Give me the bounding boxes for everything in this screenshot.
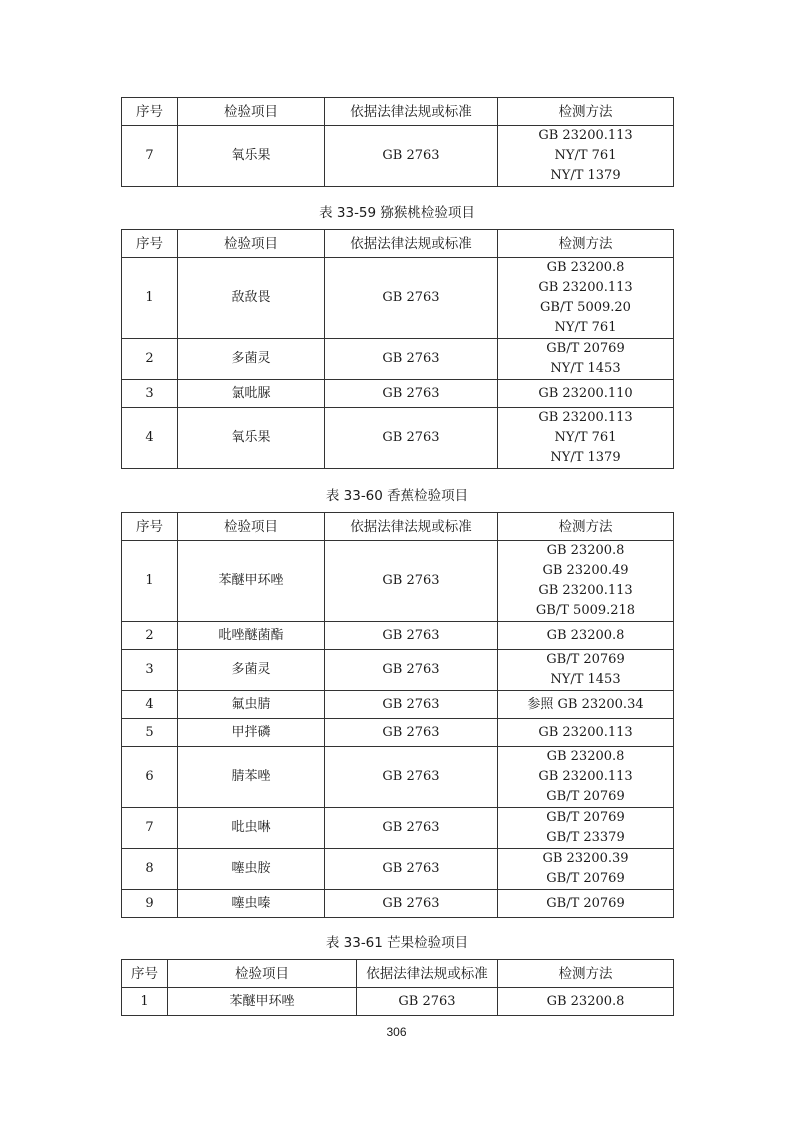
cell-methods — [498, 622, 674, 650]
cell-no: 6 — [122, 747, 178, 808]
header-row — [122, 230, 674, 258]
header-item: 检验项目 — [168, 960, 357, 988]
header-no: 序号 — [122, 960, 168, 988]
header-row — [122, 513, 674, 541]
header-item: 检验项目 — [178, 230, 325, 258]
cell-item: 腈苯唑 — [178, 747, 325, 808]
cell-item: 氧乐果 — [178, 408, 325, 469]
header-method: 检测方法 — [498, 960, 674, 988]
cell-item: 多菌灵 — [178, 339, 325, 380]
table-mango — [121, 959, 674, 1016]
method-line: GB 23200.8 — [546, 260, 625, 275]
cell-no: 4 — [122, 691, 178, 719]
cell-methods — [498, 747, 674, 808]
cell-standard: GB 2763 — [325, 126, 498, 187]
table-caption-kiwi: 表 33-59 猕猴桃检验项目 — [319, 205, 475, 221]
table-row — [122, 719, 674, 747]
method-line: NY/T 1379 — [550, 168, 621, 183]
cell-no: 4 — [122, 408, 178, 469]
cell-standard: GB 2763 — [325, 541, 498, 622]
header-method: 检测方法 — [498, 230, 674, 258]
cell-no: 1 — [122, 258, 178, 339]
table-row — [122, 541, 674, 622]
method-line: GB/T 20769 — [546, 810, 625, 825]
method-line: GB 23200.113 — [538, 724, 633, 740]
cell-methods — [498, 988, 674, 1016]
method-line: GB 23200.113 — [538, 128, 633, 143]
cell-standard: GB 2763 — [325, 747, 498, 808]
method-line: GB/T 5009.218 — [535, 603, 636, 618]
cell-methods — [498, 408, 674, 469]
cell-no: 1 — [122, 541, 178, 622]
method-line: NY/T 761 — [554, 320, 617, 335]
cell-standard: GB 2763 — [325, 849, 498, 890]
method-line: GB 23200.110 — [538, 385, 633, 401]
table-row — [122, 988, 674, 1016]
cell-standard: GB 2763 — [325, 258, 498, 339]
cell-standard: GB 2763 — [325, 808, 498, 849]
cell-standard: GB 2763 — [325, 650, 498, 691]
cell-standard: GB 2763 — [325, 408, 498, 469]
method-line: NY/T 1379 — [550, 450, 621, 465]
cell-no: 2 — [122, 622, 178, 650]
method-line: 参照 GB 23200.34 — [527, 696, 644, 712]
header-standard: 依据法律法规或标准 — [325, 98, 498, 126]
cell-methods — [498, 849, 674, 890]
table-row — [122, 126, 674, 187]
method-line: GB/T 20769 — [546, 789, 625, 804]
cell-methods — [498, 380, 674, 408]
method-line: NY/T 1453 — [550, 672, 621, 687]
header-method: 检测方法 — [498, 98, 674, 126]
cell-no: 3 — [122, 380, 178, 408]
table-row — [122, 808, 674, 849]
cell-no: 9 — [122, 890, 178, 918]
cell-standard: GB 2763 — [325, 890, 498, 918]
table-row — [122, 849, 674, 890]
method-line: GB/T 20769 — [546, 652, 625, 667]
cell-no: 2 — [122, 339, 178, 380]
method-line: GB/T 20769 — [546, 341, 625, 356]
table-row — [122, 258, 674, 339]
cell-item: 氯吡脲 — [178, 380, 325, 408]
header-no: 序号 — [122, 230, 178, 258]
cell-methods — [498, 808, 674, 849]
table-row — [122, 890, 674, 918]
table-row — [122, 747, 674, 808]
table-banana — [121, 512, 674, 918]
cell-methods — [498, 890, 674, 918]
table-row — [122, 380, 674, 408]
cell-methods — [498, 650, 674, 691]
cell-item: 苯醚甲环唑 — [168, 988, 357, 1016]
cell-no: 7 — [122, 126, 178, 187]
table-row — [122, 650, 674, 691]
table-row — [122, 691, 674, 719]
table-kiwi — [121, 229, 674, 469]
method-line: GB 23200.49 — [542, 563, 629, 578]
cell-standard: GB 2763 — [325, 622, 498, 650]
cell-methods — [498, 258, 674, 339]
method-line: GB 23200.8 — [546, 749, 625, 764]
method-line: GB/T 20769 — [546, 871, 625, 886]
method-line: NY/T 1453 — [550, 361, 621, 376]
header-no: 序号 — [122, 98, 178, 126]
cell-no: 1 — [122, 988, 168, 1016]
header-method: 检测方法 — [498, 513, 674, 541]
cell-methods — [498, 339, 674, 380]
table-row — [122, 339, 674, 380]
table-row — [122, 408, 674, 469]
cell-standard: GB 2763 — [325, 380, 498, 408]
table-row — [122, 622, 674, 650]
cell-item: 氧乐果 — [178, 126, 325, 187]
table-caption-mango: 表 33-61 芒果检验项目 — [325, 935, 469, 951]
cell-item: 噻虫嗪 — [178, 890, 325, 918]
header-row — [122, 960, 674, 988]
method-line: NY/T 761 — [554, 148, 617, 163]
table-caption-banana: 表 33-60 香蕉检验项目 — [325, 488, 469, 504]
header-no: 序号 — [122, 513, 178, 541]
method-line: GB 23200.8 — [546, 627, 625, 643]
method-line: GB/T 20769 — [546, 895, 625, 911]
header-item: 检验项目 — [178, 513, 325, 541]
cell-item: 敌敌畏 — [178, 258, 325, 339]
method-line: GB 23200.8 — [546, 543, 625, 558]
method-line: GB 23200.39 — [542, 851, 629, 866]
method-line: GB/T 23379 — [546, 830, 625, 845]
cell-standard: GB 2763 — [357, 988, 498, 1016]
cell-standard: GB 2763 — [325, 719, 498, 747]
cell-standard: GB 2763 — [325, 339, 498, 380]
header-item: 检验项目 — [178, 98, 325, 126]
cell-no: 8 — [122, 849, 178, 890]
cell-item: 苯醚甲环唑 — [178, 541, 325, 622]
header-row — [122, 98, 674, 126]
cell-item: 吡虫啉 — [178, 808, 325, 849]
header-standard: 依据法律法规或标准 — [325, 230, 498, 258]
cell-standard: GB 2763 — [325, 691, 498, 719]
method-line: GB 23200.113 — [538, 280, 633, 295]
method-line: GB 23200.113 — [538, 410, 633, 425]
cell-methods — [498, 541, 674, 622]
cell-item: 噻虫胺 — [178, 849, 325, 890]
method-line: NY/T 761 — [554, 430, 617, 445]
cell-item: 多菌灵 — [178, 650, 325, 691]
cell-item: 吡唑醚菌酯 — [178, 622, 325, 650]
header-standard: 依据法律法规或标准 — [325, 513, 498, 541]
method-line: GB 23200.113 — [538, 769, 633, 784]
cell-methods — [498, 691, 674, 719]
cell-item: 甲拌磷 — [178, 719, 325, 747]
cell-no: 7 — [122, 808, 178, 849]
cell-item: 氟虫腈 — [178, 691, 325, 719]
method-line: GB 23200.113 — [538, 583, 633, 598]
header-standard: 依据法律法规或标准 — [357, 960, 498, 988]
page-number: 306 — [386, 1025, 407, 1039]
cell-no: 5 — [122, 719, 178, 747]
method-line: GB/T 5009.20 — [540, 300, 631, 315]
cell-methods — [498, 126, 674, 187]
cell-methods — [498, 719, 674, 747]
table-continued — [121, 97, 674, 187]
cell-no: 3 — [122, 650, 178, 691]
method-line: GB 23200.8 — [546, 993, 625, 1009]
